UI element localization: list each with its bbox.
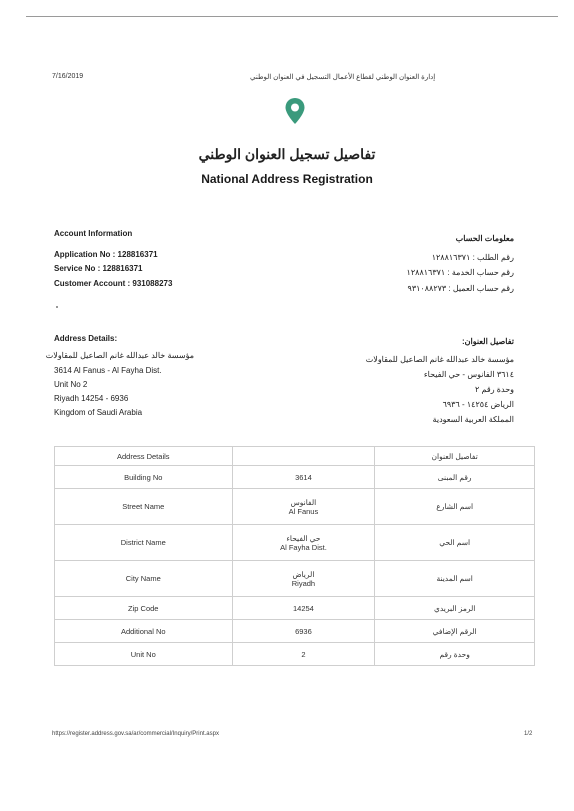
row-value bbox=[232, 525, 375, 561]
row-label-en: Building No bbox=[55, 466, 233, 489]
row-label-en: Zip Code bbox=[55, 597, 233, 620]
application-no-ar: رقم الطلب : ١٢٨٨١٦٣٧١ bbox=[431, 253, 514, 262]
address-line-city-ar: الرياض ١٤٢٥٤ - ٦٩٣٦ bbox=[442, 400, 514, 409]
row-value bbox=[232, 561, 375, 597]
address-line-country: Kingdom of Saudi Arabia bbox=[54, 408, 143, 417]
print-date: 7/16/2019 bbox=[52, 73, 84, 80]
row-label-ar: اسم الشارع bbox=[375, 489, 535, 525]
row-value bbox=[232, 620, 375, 643]
address-line-company-ar: مؤسسة خالد عبدالله غانم الصاعيل للمقاولات bbox=[365, 355, 514, 364]
address-line-street-ar: ٣٦١٤ الفانوس - حي الفيحاء bbox=[423, 370, 514, 379]
table-row bbox=[55, 489, 535, 525]
table-row bbox=[55, 597, 535, 620]
row-label-en: Street Name bbox=[55, 489, 233, 525]
table-row bbox=[55, 525, 535, 561]
row-value-primary: الرياض bbox=[292, 569, 315, 579]
row-value bbox=[232, 466, 375, 489]
page-number: 1/2 bbox=[524, 731, 533, 737]
row-label-en: Additional No bbox=[55, 620, 233, 643]
address-line-company: مؤسسة خالد عبدالله غانم الصاعيل للمقاولات bbox=[45, 351, 194, 360]
title-arabic: تفاصيل تسجيل العنوان الوطني bbox=[198, 146, 376, 162]
row-value-primary: 6936 bbox=[295, 626, 312, 636]
row-value bbox=[232, 597, 375, 620]
separator-dot bbox=[56, 306, 58, 308]
row-label-ar: اسم الحي bbox=[375, 525, 535, 561]
table-row bbox=[55, 561, 535, 597]
table-header-value bbox=[232, 447, 375, 466]
row-value-primary: حي الفيحاء bbox=[286, 533, 321, 543]
row-label-ar: الرقم الإضافي bbox=[375, 620, 535, 643]
table-row bbox=[55, 620, 535, 643]
row-value bbox=[232, 489, 375, 525]
customer-account-ar: رقم حساب العميل : ٩٣١٠٨٨٢٧٣ bbox=[407, 284, 514, 293]
address-line-unit-ar: وحدة رقم ٢ bbox=[475, 385, 514, 394]
application-no: Application No : 128816371 bbox=[54, 250, 158, 259]
service-no: Service No : 128816371 bbox=[54, 264, 143, 273]
address-line-unit: Unit No 2 bbox=[54, 380, 88, 389]
table-row bbox=[55, 643, 535, 666]
row-label-en: Unit No bbox=[55, 643, 233, 666]
row-value-primary: 3614 bbox=[295, 472, 312, 482]
row-label-ar: رقم المبنى bbox=[375, 466, 535, 489]
table-header-en: Address Details bbox=[55, 447, 233, 466]
row-label-en: District Name bbox=[55, 525, 233, 561]
top-divider bbox=[26, 16, 558, 17]
row-value-secondary: Riyadh bbox=[291, 578, 316, 588]
account-heading-ar: معلومات الحساب bbox=[455, 234, 514, 243]
location-pin-icon bbox=[285, 98, 305, 124]
address-line-street: 3614 Al Fanus - Al Fayha Dist. bbox=[54, 366, 162, 375]
address-heading-en: Address Details: bbox=[54, 334, 118, 343]
title-english: National Address Registration bbox=[201, 172, 373, 186]
table-header-ar: تفاصيل العنوان bbox=[375, 447, 535, 466]
row-value-primary: الفانوس bbox=[290, 497, 317, 507]
footer-url[interactable]: https://register.address.gov.sa/ar/commercial/Inquiry/Print.aspx bbox=[52, 731, 219, 737]
customer-account: Customer Account : 931088273 bbox=[54, 279, 173, 288]
row-label-en: City Name bbox=[55, 561, 233, 597]
table-header-row bbox=[55, 447, 535, 466]
address-details-table bbox=[54, 446, 535, 666]
row-label-ar: اسم المدينة bbox=[375, 561, 535, 597]
row-value bbox=[232, 643, 375, 666]
row-label-ar: الرمز البريدي bbox=[375, 597, 535, 620]
table-row bbox=[55, 466, 535, 489]
row-value-secondary: Al Fayha Dist. bbox=[280, 542, 327, 552]
row-value-primary: 14254 bbox=[293, 603, 314, 613]
service-no-ar: رقم حساب الخدمة : ١٢٨٨١٦٣٧١ bbox=[406, 268, 514, 277]
address-heading-ar: تفاصيل العنوان: bbox=[461, 337, 514, 346]
row-value-secondary: Al Fanus bbox=[288, 506, 319, 516]
row-value-primary: 2 bbox=[301, 649, 306, 659]
address-line-city: Riyadh 14254 - 6936 bbox=[54, 394, 129, 403]
address-line-country-ar: المملكة العربية السعودية bbox=[432, 415, 514, 424]
page-header-arabic: إدارة العنوان الوطني لقطاع الأعمال التسجيل في العنوان الوطني bbox=[250, 74, 436, 81]
account-heading-en: Account Information bbox=[54, 229, 133, 238]
row-label-ar: وحدة رقم bbox=[375, 643, 535, 666]
